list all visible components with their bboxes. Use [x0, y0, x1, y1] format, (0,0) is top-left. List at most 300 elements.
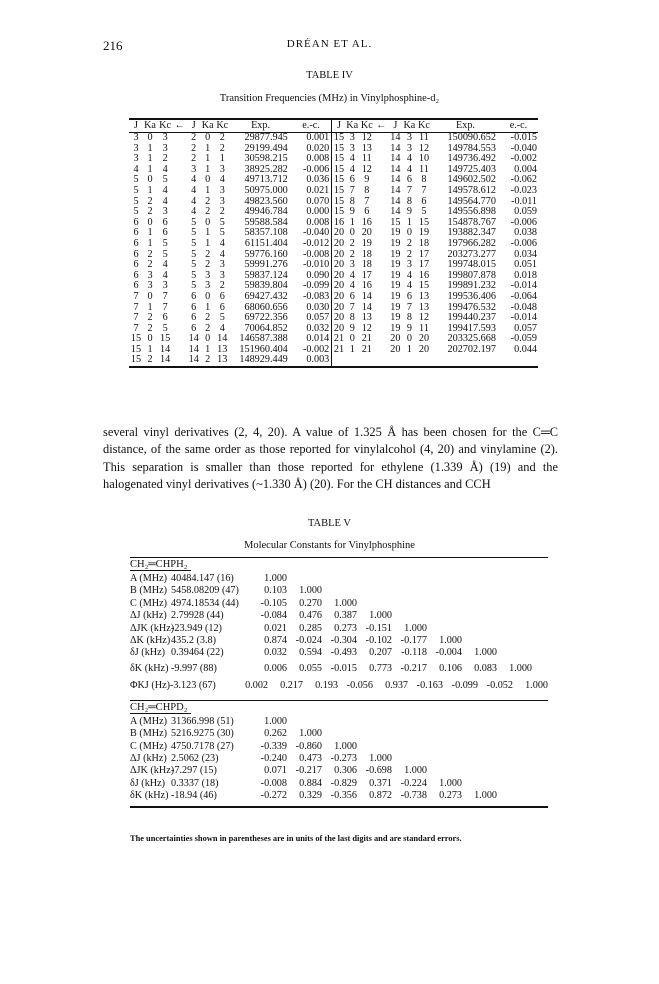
table4-cell: 14	[188, 333, 199, 345]
table4-cell: 5	[219, 216, 225, 228]
table4-header-cell: Kc	[157, 119, 173, 133]
table4-cell: 6	[349, 174, 355, 186]
table5-row	[130, 585, 548, 597]
correlation-coefficient: -0.105	[260, 597, 287, 609]
table4-cell: 1	[349, 216, 355, 228]
table4-cell: 17	[361, 269, 372, 281]
table4-cell: 49713.712	[244, 174, 288, 186]
table4-cell	[375, 271, 388, 282]
correlation-coefficient: -0.738	[400, 790, 427, 802]
correlation-coefficient: -0.004	[435, 647, 462, 659]
table4-cell: 19	[390, 227, 401, 239]
table4-cell: 6	[191, 312, 197, 324]
table5-row	[130, 753, 548, 765]
correlation-coefficient: 0.032	[264, 647, 287, 659]
table4-cell	[375, 239, 388, 250]
table4-cell: -0.059	[510, 333, 537, 345]
table4-cell: 15	[390, 216, 401, 228]
table4-cell: 8	[364, 184, 370, 196]
table5-caption: Molecular Constants for Vinylphosphine	[244, 540, 415, 551]
correlation-coefficient: -0.177	[400, 634, 427, 646]
table4-cell: 2	[205, 206, 211, 218]
table4-cell: 7	[364, 195, 370, 207]
table4-cell: 2	[406, 248, 412, 260]
table4-cell	[173, 154, 186, 165]
table4-cell: 20	[390, 343, 401, 355]
table4-cell: 0.051	[514, 259, 537, 271]
table4-cell: 2	[214, 133, 230, 144]
table4-cell: 15	[130, 343, 142, 355]
table4-cell: 3	[219, 184, 225, 196]
parameter-value: 0.39464 (22)	[171, 647, 224, 659]
table4-cell: 0	[205, 333, 211, 345]
table4-cell: 0	[205, 174, 211, 186]
correlation-coefficient: -0.008	[260, 777, 287, 789]
table5-row	[130, 677, 548, 694]
table4-cell: 6	[133, 248, 139, 260]
table4-cell: 14	[188, 343, 199, 355]
table4-cell: 14	[388, 133, 403, 144]
table4-cell: -0.062	[510, 174, 537, 186]
table4-cell: 16	[418, 269, 430, 281]
table4-cell: 15	[333, 195, 345, 207]
table4-header-cell: e.-c.	[291, 119, 332, 133]
parameter-label: ΔJK (kHz)	[130, 765, 175, 777]
table4-cell: 38925.282	[244, 163, 288, 175]
correlation-coefficient: 0.103	[264, 585, 287, 597]
parameter-value: -23.949 (12)	[171, 622, 222, 634]
correlation-coefficient: 1.000	[264, 715, 287, 727]
table-row	[129, 186, 538, 197]
correlation-coefficient: 1.000	[299, 585, 322, 597]
parameter-label: B (MHz)	[130, 585, 168, 597]
table4-header-row	[129, 119, 538, 133]
table4-cell: 6	[133, 269, 139, 281]
table4-cell: 7	[162, 301, 168, 313]
parameter-value: 2.79928 (44)	[171, 610, 224, 622]
table4-cell: -0.099	[291, 281, 332, 292]
table4-cell: 0.008	[291, 218, 332, 229]
table4-cell: -0.012	[291, 239, 332, 250]
table4-cell: 4	[219, 248, 225, 260]
table4-cell: 21	[361, 333, 372, 345]
table4-header-cell: Ka	[201, 119, 214, 131]
table4-cell: 3	[157, 133, 173, 144]
table4-cell: 6	[133, 227, 139, 239]
table4-cell: 1	[205, 237, 211, 249]
table4-cell: 19	[390, 312, 401, 324]
table4-cell: 0	[349, 333, 355, 345]
table5-bottom-rule	[130, 806, 548, 808]
table4-cell: 3	[219, 163, 225, 175]
correlation-cells	[252, 753, 392, 765]
correlation-coefficient: 1.000	[439, 634, 462, 646]
parameter-label: δJ (kHz)	[130, 777, 166, 789]
table4-cell: 1	[205, 142, 211, 154]
table4-cell	[375, 154, 388, 165]
correlation-cells	[252, 741, 357, 753]
correlation-coefficient: -0.698	[365, 765, 392, 777]
table4-cell: 0	[205, 290, 211, 302]
table4-cell	[173, 303, 186, 314]
table4-cell: 1	[349, 343, 355, 355]
table5-footnote: The uncertainties shown in parentheses are in units of the last digits and are standard errors.	[130, 834, 462, 843]
correlation-coefficient: -0.099	[451, 679, 478, 691]
table4-cell: 19	[390, 280, 401, 292]
table4-cell: 1	[205, 301, 211, 313]
table5-row	[130, 741, 548, 753]
table4-cell: 5	[421, 206, 427, 218]
table4-cell: 3	[346, 133, 359, 144]
paragraph-text: several vinyl derivatives (2, 4, 20). A value of 1.325 Å has been chosen for the C═C distance, of the same order as those reported for vinylalcohol (4, 20) and vinylamine (2). This separation is smaller than those reported for ethylene (1.339 Å) (19) and the halogenated vinyl derivatives (~1.330 Å) (20). For the CH distances and CCH	[103, 425, 558, 492]
table4-cell: 19	[390, 290, 401, 302]
table4-cell: 0	[201, 133, 214, 144]
table4-cell: 199476.532	[447, 301, 496, 313]
table4-cell: 20	[333, 301, 345, 313]
correlation-coefficient: 0.476	[299, 610, 322, 622]
parameter-value: 40484.147 (16)	[171, 573, 234, 584]
page-header	[0, 38, 659, 54]
table4-cell: 4	[191, 206, 197, 218]
table4-cell: 7	[133, 312, 139, 324]
table4-cell: 14	[186, 355, 201, 367]
table4-cell: 20	[333, 280, 345, 292]
table5-group	[130, 557, 548, 694]
table4-cell: 149725.403	[447, 163, 496, 175]
table4-cell: 14	[390, 142, 401, 154]
correlation-coefficient: -0.024	[295, 634, 322, 646]
correlation-coefficient: 0.594	[299, 647, 322, 659]
table4-cell	[375, 165, 388, 176]
table4-cell: 7	[133, 290, 139, 302]
table4-cell: 7	[133, 322, 139, 334]
table5-row	[130, 598, 548, 610]
table4-cell: 13	[418, 301, 430, 313]
table4-cell: 9	[406, 206, 412, 218]
table5-row	[130, 716, 548, 728]
table4-cell	[173, 197, 186, 208]
running-head: DRÉAN ET AL.	[286, 38, 373, 50]
table4-cell: 15	[130, 354, 142, 366]
table4-cell: 14	[390, 153, 401, 165]
table4-cell: 14	[361, 301, 372, 313]
table4-cell: 2	[191, 153, 197, 165]
table4-cell: 2	[147, 206, 153, 218]
correlation-coefficient: 0.329	[299, 790, 322, 802]
correlation-cells	[252, 598, 357, 610]
table4-cell: 2	[219, 280, 225, 292]
table4-cell: 1	[147, 153, 153, 165]
table4-cell: 0	[143, 133, 157, 144]
table4-cell: 6	[406, 174, 412, 186]
table4-cell: 20	[333, 290, 345, 302]
correlation-coefficient: 0.071	[264, 765, 287, 777]
table4-cell: 6	[133, 237, 139, 249]
table4-cell: 3	[349, 259, 355, 271]
table4-cell: -0.023	[510, 184, 537, 196]
body-paragraph	[103, 424, 558, 494]
table4-cell: 12	[361, 163, 372, 175]
table4-cell: 61151.404	[244, 237, 288, 249]
table4-cell: 6	[421, 195, 427, 207]
table4-cell: 17	[418, 248, 430, 260]
table4-cell: 18	[361, 259, 372, 271]
correlation-coefficient: 1.000	[525, 679, 548, 691]
table4-cell	[359, 355, 375, 367]
table4-cell: 10	[418, 153, 430, 165]
table4-cell: 7	[133, 301, 139, 313]
table4-cell: 0.004	[514, 163, 537, 175]
table4-cell: -0.064	[510, 290, 537, 302]
table5-label: TABLE V	[307, 518, 351, 529]
table4-cell	[375, 324, 388, 335]
parameter-label: A (MHz)	[130, 573, 168, 584]
table4-cell: 199417.593	[447, 322, 496, 334]
table4-cell: -0.008	[291, 250, 332, 261]
correlation-coefficient: -0.240	[260, 752, 287, 764]
table4-cell: 1	[147, 343, 153, 355]
correlation-coefficient: -0.052	[486, 679, 513, 691]
table4-transition-frequencies	[129, 118, 538, 368]
correlation-coefficient: 0.285	[299, 622, 322, 634]
table4-cell: 59839.804	[244, 280, 288, 292]
table4-cell	[432, 355, 499, 367]
table4-cell: -0.010	[291, 260, 332, 271]
table4-cell: 6	[191, 322, 197, 334]
table4-cell: 199536.406	[447, 290, 496, 302]
parameter-value: 435.2 (3.8)	[171, 634, 216, 646]
correlation-cells	[252, 728, 322, 740]
table4-cell: 1	[147, 184, 153, 196]
table4-cell: 8	[349, 195, 355, 207]
table4-cell: 69722.356	[244, 312, 288, 324]
table4-cell: 6	[191, 301, 197, 313]
table4-cell: 0.057	[291, 313, 332, 324]
table4-caption: Transition Frequencies (MHz) in Vinylphosphine-d₂	[219, 93, 440, 104]
table4-cell	[346, 355, 359, 367]
table4-cell	[375, 207, 388, 218]
table4-cell: 20	[390, 333, 401, 345]
correlation-cells	[252, 585, 322, 597]
correlation-coefficient: 1.000	[404, 622, 427, 634]
table4-cell: 15	[333, 153, 345, 165]
table4-cell: 9	[364, 174, 370, 186]
table4-cell: 21	[361, 343, 372, 355]
table4-cell	[173, 144, 186, 155]
table4-cell: 69427.432	[244, 290, 288, 302]
table4-cell: 8	[406, 195, 412, 207]
table4-cell: 2	[147, 259, 153, 271]
table4-cell: 2	[147, 195, 153, 207]
parameter-label: A (MHz)	[130, 715, 168, 727]
table4-cell: 0.018	[514, 269, 537, 281]
table4-header-cell: J	[186, 119, 201, 133]
table4-cell	[173, 281, 186, 292]
table4-cell: 6	[162, 216, 168, 228]
table4-cell	[403, 355, 416, 367]
correlation-cells	[252, 635, 462, 647]
table4-cell: 0.021	[291, 186, 332, 197]
table4-cell: -0.014	[510, 312, 537, 324]
table4-cell: 15	[332, 133, 346, 144]
correlation-coefficient: -0.102	[365, 634, 392, 646]
table4-cell: 14	[390, 195, 401, 207]
table4-cell	[375, 345, 388, 356]
table4-cell: 6	[133, 259, 139, 271]
table4-cell: 3	[349, 142, 355, 154]
correlation-cells	[252, 573, 287, 585]
table4-cell: 3	[406, 259, 412, 271]
table4-cell: 11	[361, 153, 372, 165]
correlation-coefficient: 1.000	[474, 647, 497, 659]
table4-cell: 0.003	[291, 355, 332, 367]
table4-cell: 0.059	[514, 206, 537, 218]
table4-cell: 59837.124	[244, 269, 288, 281]
table4-cell: 5	[162, 174, 168, 186]
correlation-coefficient: 0.773	[369, 662, 392, 674]
table4-cell: 2	[349, 237, 355, 249]
table4-cell: 6	[349, 290, 355, 302]
table4-cell: 0.001	[291, 133, 332, 144]
table4-cell: 4	[349, 269, 355, 281]
table4-cell: 4	[406, 280, 412, 292]
table4-cell: 15	[160, 333, 171, 345]
table4-cell: 4	[219, 237, 225, 249]
correlation-coefficient: 1.000	[509, 662, 532, 674]
table4-cell: 15	[130, 333, 142, 345]
table4-cell: 3	[406, 142, 412, 154]
table4-cell: 0.020	[291, 144, 332, 155]
table4-cell: 149578.612	[447, 184, 496, 196]
table4-cell: -0.048	[510, 301, 537, 313]
table4-header-cell: e.-c.	[499, 119, 538, 133]
table4-cell: 2	[186, 133, 201, 144]
correlation-coefficient: 0.937	[385, 679, 408, 691]
table4-cell: 4	[406, 163, 412, 175]
table-row	[129, 239, 538, 250]
table4-cell: 68060.656	[244, 301, 288, 313]
table4-cell: 1	[147, 142, 153, 154]
table4-cell: 3	[403, 133, 416, 144]
table4-cell: 202702.197	[447, 343, 496, 355]
table4-cell	[375, 144, 388, 155]
table4-cell: 1	[406, 216, 412, 228]
table4-cell: 199748.015	[447, 259, 496, 271]
correlation-coefficient: 0.872	[369, 790, 392, 802]
table5-row	[130, 573, 548, 585]
table4-cell: 0.014	[291, 334, 332, 345]
correlation-coefficient: -0.272	[260, 790, 287, 802]
table4-cell: 203325.668	[447, 333, 496, 345]
parameter-label: ΦKJ (Hz)	[130, 679, 170, 691]
table4-cell: 0.044	[514, 343, 537, 355]
table4-cell: 21	[333, 333, 345, 345]
table4-cell: 0.034	[514, 248, 537, 260]
table4-cell: 59588.584	[244, 216, 288, 228]
table4-cell: 14	[390, 184, 401, 196]
parameter-label: B (MHz)	[130, 728, 168, 740]
correlation-coefficient: 0.371	[369, 777, 392, 789]
table4-cell: 6	[364, 206, 370, 218]
table4-cell: 203273.277	[447, 248, 496, 260]
table4-cell: 197966.282	[447, 237, 496, 249]
table4-cell	[173, 355, 186, 367]
table4-cell: 149564.770	[447, 195, 496, 207]
table4-cell: 5	[162, 322, 168, 334]
table4-cell: 150090.652	[432, 133, 499, 144]
table4-cell: 9	[406, 322, 412, 334]
table4-cell: 5	[191, 248, 197, 260]
table4-cell: 0.000	[291, 207, 332, 218]
table4-cell: 1	[205, 343, 211, 355]
table4-cell	[375, 260, 388, 271]
correlation-cells	[252, 716, 287, 728]
table4-cell: 0	[349, 227, 355, 239]
table4-cell: 3	[133, 153, 139, 165]
table4-cell: 199891.232	[447, 280, 496, 292]
table4-cell: 199807.878	[447, 269, 496, 281]
table4-cell: 0	[147, 333, 153, 345]
table4-cell	[375, 250, 388, 261]
table4-cell	[375, 228, 388, 239]
table4-cell	[375, 313, 388, 324]
table4-cell: 8	[349, 312, 355, 324]
table4-cell: 3	[129, 133, 143, 144]
table4-header-cell: J	[332, 119, 346, 133]
table4-cell: 8	[421, 174, 427, 186]
table5-row	[130, 778, 548, 790]
table4-cell: 199440.237	[447, 312, 496, 324]
table4-cell: 19	[390, 269, 401, 281]
table5-row	[130, 647, 548, 659]
table4-cell: 2	[201, 355, 214, 367]
table4-cell: 0	[147, 216, 153, 228]
table4-cell: 154878.767	[447, 216, 496, 228]
table4-cell: 4	[162, 184, 168, 196]
table4-cell: 0.057	[514, 322, 537, 334]
table4-cell: 7	[349, 184, 355, 196]
table4-cell: 0	[205, 216, 211, 228]
table4-cell: 16	[361, 216, 372, 228]
table4-cell: 2	[349, 248, 355, 260]
table4-cell: 0	[406, 333, 412, 345]
table4-cell: 2	[205, 322, 211, 334]
table4-cell	[416, 355, 432, 367]
table4-cell: 1	[205, 163, 211, 175]
table4-cell: 5	[133, 195, 139, 207]
table4-cell: 2	[219, 206, 225, 218]
table4-cell: -0.040	[291, 228, 332, 239]
correlation-coefficient: 1.000	[369, 752, 392, 764]
table5-row	[130, 660, 548, 677]
table4-cell: 2	[191, 142, 197, 154]
table4-cell: 4	[406, 269, 412, 281]
table4-cell: 50975.000	[244, 184, 288, 196]
table4-cell: 1	[147, 237, 153, 249]
page-number: 216	[103, 38, 123, 53]
correlation-coefficient: 0.106	[439, 662, 462, 674]
table4-cell: 58357.108	[244, 227, 288, 239]
table4-cell: 3	[191, 163, 197, 175]
parameter-label: ΔJK (kHz)	[130, 622, 175, 634]
correlation-cells	[233, 677, 548, 694]
correlation-coefficient: 0.006	[264, 662, 287, 674]
table4-cell: 5	[191, 227, 197, 239]
table4-cell: 15	[418, 280, 430, 292]
table4-cell: 3	[147, 269, 153, 281]
table4-cell: 6	[219, 301, 225, 313]
table4-cell: 7	[421, 184, 427, 196]
